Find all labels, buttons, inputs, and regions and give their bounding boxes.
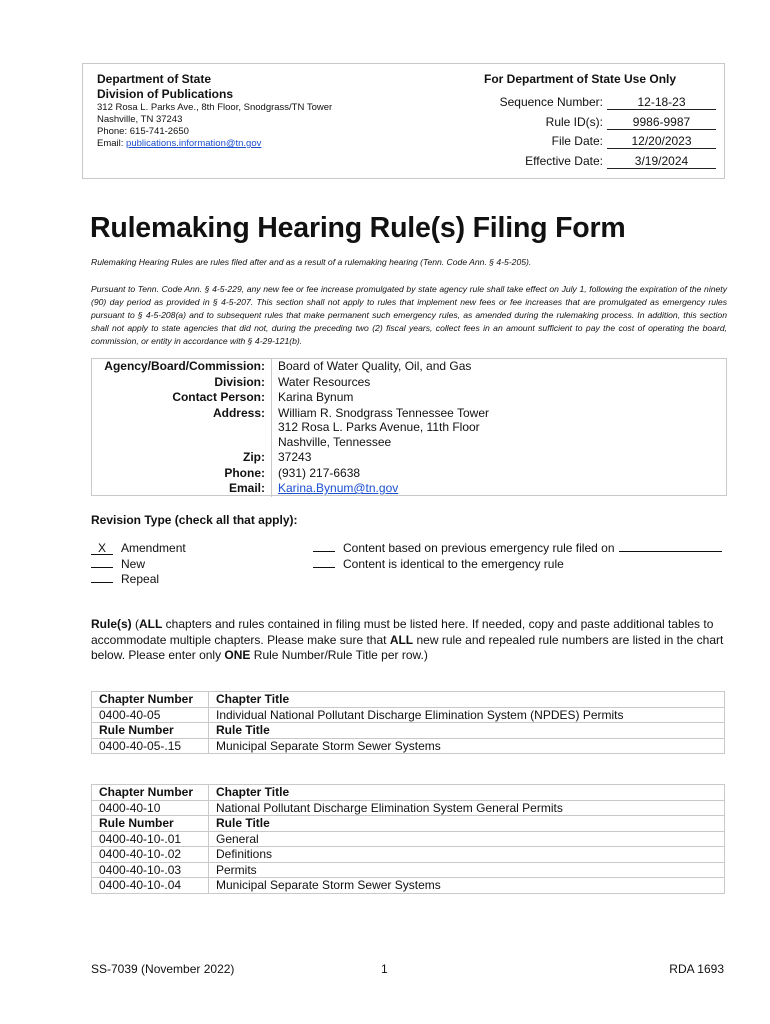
file-date-row: [483, 131, 719, 151]
table1-chapter-title-header: Chapter Title: [209, 692, 725, 708]
page-title: Rulemaking Hearing Rule(s) Filing Form: [90, 212, 626, 244]
header-box: [82, 63, 725, 179]
revision-amendment[interactable]: [91, 541, 186, 557]
emergency-identical-check[interactable]: [313, 567, 335, 568]
sequence-number-label: Sequence Number:: [499, 95, 603, 109]
table-row: [92, 738, 725, 754]
emergency-date-blank[interactable]: [619, 551, 722, 552]
table1-chapter-title: Individual National Pollutant Discharge Elimination System (NPDES) Permits: [209, 707, 725, 723]
revision-emergency-identical[interactable]: [313, 557, 722, 573]
emergency-based-label: Content based on previous emergency rule filed on: [343, 541, 615, 555]
agency-value: Board of Water Quality, Oil, and Gas: [278, 359, 472, 373]
table2-chapter-title-header: Chapter Title: [209, 785, 725, 801]
phone-label: Phone:: [91, 466, 272, 482]
effective-date-value: 3/19/2024: [607, 154, 716, 169]
table1-rule-header-row: [92, 723, 725, 739]
all-emphasis-1: ALL: [139, 617, 163, 631]
table2-rule-number-header: Rule Number: [92, 816, 209, 832]
emergency-identical-label: Content is identical to the emergency rule: [343, 556, 564, 571]
division-row: [91, 375, 727, 391]
rules-text-a: (: [131, 617, 140, 631]
table2-rule-header-row: [92, 816, 725, 832]
table-row: [92, 862, 725, 878]
footer-form-number: SS-7039 (November 2022): [91, 962, 235, 976]
rule-ids-value: 9986-9987: [607, 115, 716, 130]
new-label: New: [121, 556, 146, 571]
revision-type-title: Revision Type (check all that apply):: [91, 513, 298, 527]
rule-title: Permits: [209, 862, 725, 878]
revision-right-options: [313, 541, 722, 572]
rules-text-b: chapters and rules contained in filing must be listed here. If needed, copy and paste additional tables to accommodate multiple chapters. Please make sure that: [91, 617, 714, 647]
address-line3: Nashville, Tennessee: [278, 434, 392, 449]
all-emphasis-2: ALL: [389, 632, 414, 647]
division-label: Division:: [91, 375, 272, 391]
agency-row: [91, 358, 727, 375]
state-use-only-block: [483, 72, 719, 170]
contact-email-link[interactable]: Karina.Bynum@tn.gov: [278, 481, 399, 495]
address-value: [272, 406, 728, 451]
agency-label: Agency/Board/Commission:: [91, 358, 272, 375]
table2-rule-title-header: Rule Title: [209, 816, 725, 832]
rule-number: 0400-40-10-.03: [92, 862, 209, 878]
revision-left-options: [91, 541, 186, 588]
sos-email-link[interactable]: publications.information@tn.gov: [126, 138, 262, 149]
table-row: [92, 878, 725, 894]
amendment-check[interactable]: X: [91, 542, 113, 555]
sequence-number-value: 12-18-23: [607, 95, 716, 110]
zip-value: 37243: [278, 450, 312, 464]
rule-number: 0400-40-10-.04: [92, 878, 209, 894]
rule-title: Definitions: [209, 847, 725, 863]
rule-number: 0400-40-05-.15: [92, 738, 209, 754]
sos-contact-block: [97, 72, 332, 150]
effective-date-row: [483, 151, 719, 171]
contact-value: Karina Bynum: [278, 390, 354, 404]
address-line2: 312 Rosa L. Parks Avenue, 11th Floor: [278, 420, 480, 434]
rule-number: 0400-40-10-.02: [92, 847, 209, 863]
rule-ids-label: Rule ID(s):: [545, 114, 603, 129]
table2-chapter-header-row: [92, 785, 725, 801]
table2-chapter-row: [92, 800, 725, 816]
department-name: Department of State: [97, 72, 212, 86]
agency-info-table: [91, 358, 727, 497]
chapter-table-2: [91, 784, 725, 894]
revision-emergency-based[interactable]: [313, 541, 722, 557]
email-row: [91, 481, 727, 497]
zip-label: Zip:: [91, 450, 272, 466]
rules-text-d: Rule Number/Rule Title per row.): [250, 648, 428, 662]
table2-chapter-number: 0400-40-10: [92, 800, 209, 816]
address-line1: William R. Snodgrass Tennessee Tower: [278, 405, 489, 420]
phone-row: [91, 466, 727, 482]
amendment-label: Amendment: [121, 541, 186, 555]
file-date-value: 12/20/2023: [607, 134, 716, 149]
intro-definition: Rulemaking Hearing Rules are rules filed after and as a result of a rulemaking hearing (Tenn. Code Ann. § 4-5-205).: [91, 257, 532, 267]
rule-title: Municipal Separate Storm Sewer Systems: [209, 738, 725, 754]
table1-chapter-number: 0400-40-05: [92, 707, 209, 723]
table1-chapter-number-header: Chapter Number: [92, 692, 209, 708]
division-value: Water Resources: [278, 374, 371, 389]
table-row: [92, 847, 725, 863]
sos-address-line1: 312 Rosa L. Parks Ave., 8th Floor, Snodgrass/TN Tower: [97, 102, 333, 113]
state-use-only-title: For Department of State Use Only: [484, 72, 677, 86]
address-label: Address:: [91, 406, 272, 451]
phone-value: (931) 217-6638: [278, 465, 361, 480]
emergency-based-check[interactable]: [313, 551, 335, 552]
table2-chapter-title: National Pollutant Discharge Elimination System General Permits: [209, 800, 725, 816]
revision-new[interactable]: [91, 557, 186, 573]
email-value: [272, 481, 728, 497]
sequence-number-row: [483, 92, 719, 112]
repeal-label: Repeal: [121, 572, 160, 586]
sos-phone: Phone: 615-741-2650: [97, 126, 189, 137]
rules-word: Rule(s): [91, 617, 132, 631]
table1-chapter-header-row: [92, 692, 725, 708]
sos-address-line2: Nashville, TN 37243: [97, 114, 183, 125]
new-check[interactable]: [91, 567, 113, 568]
table1-rule-title-header: Rule Title: [209, 723, 725, 739]
contact-label: Contact Person:: [91, 390, 272, 406]
footer-page-number: 1: [381, 962, 388, 976]
file-date-label: File Date:: [551, 134, 603, 148]
chapter-table-1: [91, 691, 725, 754]
intro-fee-notice: Pursuant to Tenn. Code Ann. § 4-5-229, any new fee or fee increase promulgated by state agency rule shall take effect on July 1, following the expiration of the ninety (90) day period as provided in § 4-5-207. This section shall not apply to rules that implement new fees or fee increases that are promulgated as emergency rules pursuant to § 4-5-208(a) and to subsequent rules that make permanent such emergency rules, as amended during the rulemaking process. In addition, this section shall not apply to state agencies that did not, during the preceding two (2) fiscal years, collect fees in an amount sufficient to pay the cost of operating the board, commission, or entity in accordance with § 4-29-121(b).: [91, 284, 727, 346]
table1-chapter-row: [92, 707, 725, 723]
rule-title: General: [209, 831, 725, 847]
division-name: Division of Publications: [97, 87, 234, 101]
rule-ids-row: [483, 112, 719, 132]
table1-rule-number-header: Rule Number: [92, 723, 209, 739]
email-label: Email:: [91, 481, 272, 497]
repeal-check[interactable]: [91, 582, 113, 583]
rule-title: Municipal Separate Storm Sewer Systems: [209, 878, 725, 894]
address-row: [91, 406, 727, 451]
sos-email-line: [97, 138, 332, 150]
effective-date-label: Effective Date:: [525, 153, 603, 168]
contact-row: [91, 390, 727, 406]
footer-rda-number: RDA 1693: [669, 962, 724, 976]
rule-number: 0400-40-10-.01: [92, 831, 209, 847]
revision-repeal[interactable]: [91, 572, 186, 588]
sos-email-label: Email:: [97, 138, 127, 149]
table-row: [92, 831, 725, 847]
rules-instructions: [91, 617, 731, 664]
zip-row: [91, 450, 727, 466]
rules-text-c: new rule and repealed rule numbers are listed in the chart below. Please enter only: [91, 632, 724, 662]
table2-chapter-number-header: Chapter Number: [92, 785, 209, 801]
one-emphasis: ONE: [224, 648, 251, 662]
